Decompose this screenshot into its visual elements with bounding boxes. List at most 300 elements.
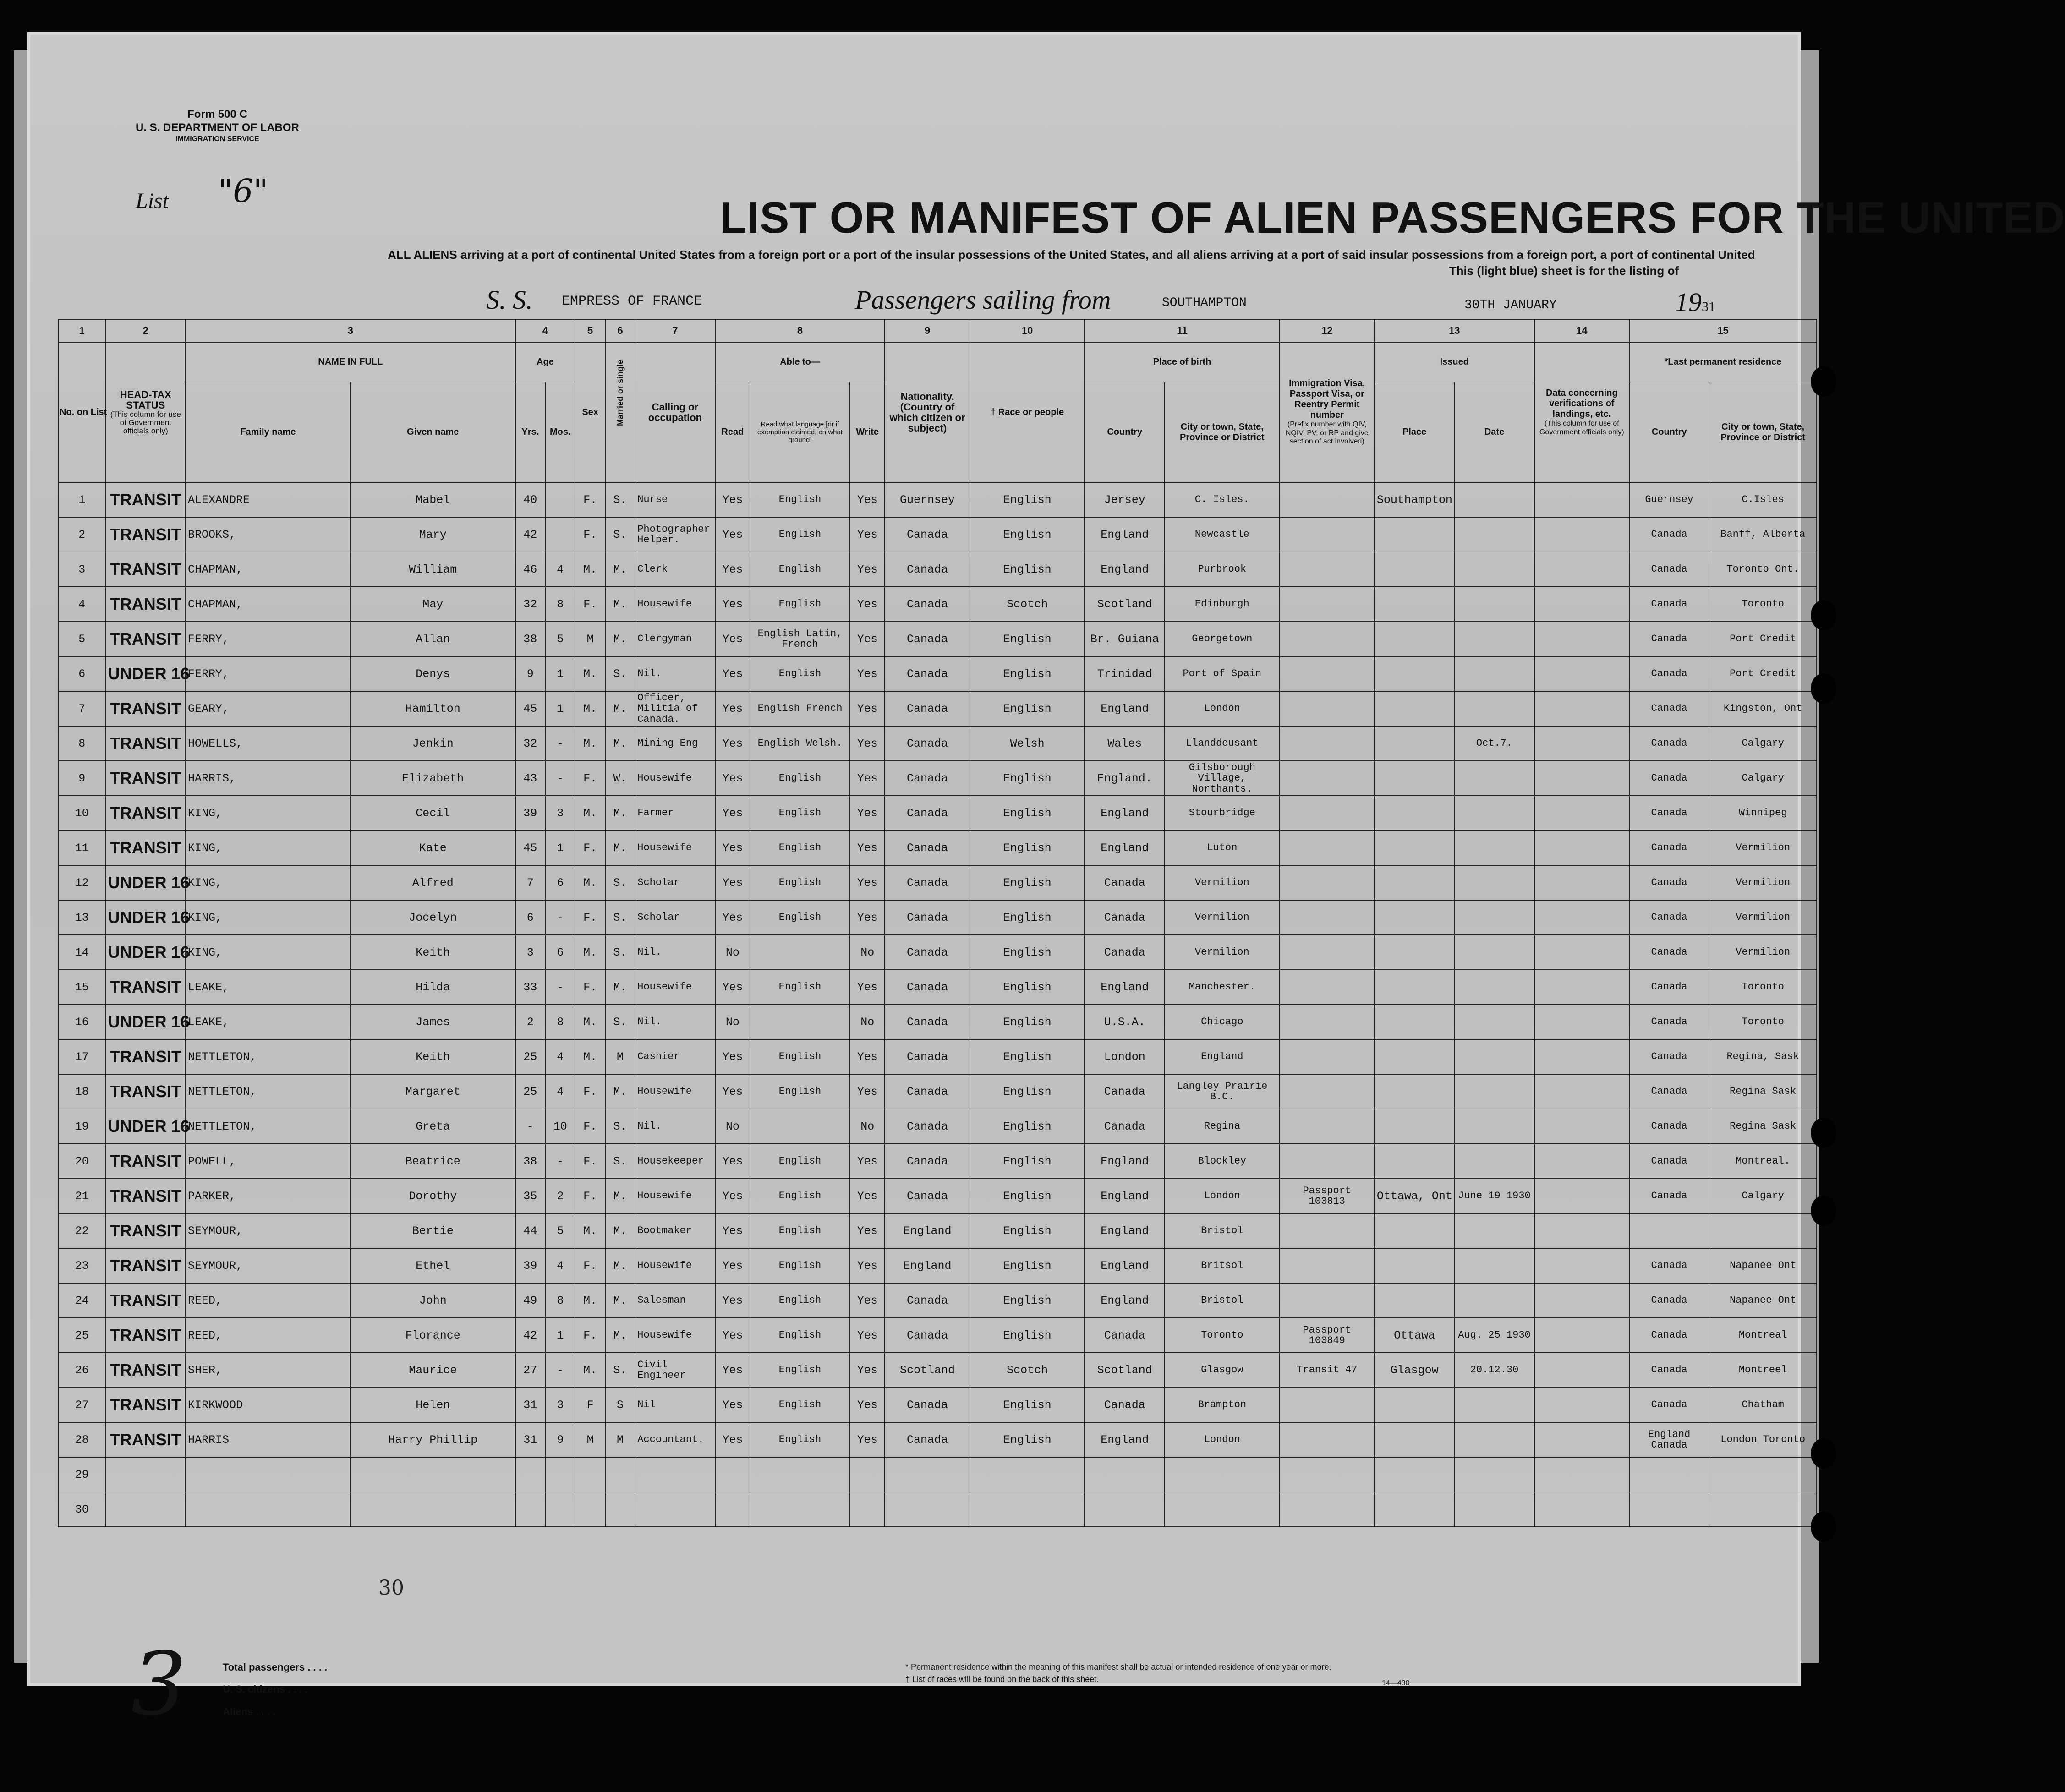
- table-row: [58, 587, 1817, 622]
- birth-country: England: [1085, 1213, 1164, 1248]
- visa-number: Passport 103849: [1280, 1318, 1375, 1353]
- visa-number: Passport 103813: [1280, 1179, 1375, 1213]
- residence-city: [1709, 1213, 1817, 1248]
- nationality: Canada: [885, 517, 970, 552]
- family-name: GEARY,: [186, 691, 351, 726]
- verification-data: [1534, 1109, 1629, 1144]
- head-tax-status: UNDER 16: [106, 656, 186, 691]
- can-read: Yes: [715, 726, 750, 761]
- can-write: Yes: [850, 726, 885, 761]
- col-able-to: Able to—: [715, 342, 885, 382]
- read-language: English: [750, 900, 850, 935]
- col-num-8: 8: [715, 319, 885, 342]
- can-read: Yes: [715, 622, 750, 656]
- birth-country: England: [1085, 970, 1164, 1005]
- marital-status: S.: [605, 517, 635, 552]
- age-years: 7: [515, 865, 545, 900]
- can-write: Yes: [850, 691, 885, 726]
- row-number: 27: [58, 1388, 106, 1422]
- row-number: 22: [58, 1213, 106, 1248]
- col-head-tax: [106, 342, 186, 482]
- us-citizens-label: U. S. citizens . . . .: [223, 1683, 307, 1695]
- col-num-6: 6: [605, 319, 635, 342]
- can-write: Yes: [850, 1248, 885, 1283]
- sex: F.: [575, 761, 605, 796]
- visa-number: [1280, 1388, 1375, 1422]
- read-language: [750, 1109, 850, 1144]
- issued-place: [1375, 1248, 1454, 1283]
- birth-country: [1085, 1457, 1164, 1492]
- head-tax-status: TRANSIT: [106, 1179, 186, 1213]
- family-name: POWELL,: [186, 1144, 351, 1179]
- given-name: Jenkin: [351, 726, 515, 761]
- residence-city: Vermilion: [1709, 935, 1817, 970]
- column-numbers-row: [58, 319, 1817, 342]
- residence-city: Regina, Sask: [1709, 1039, 1817, 1074]
- residence-country: Canada: [1629, 1039, 1709, 1074]
- residence-country: Canada: [1629, 1248, 1709, 1283]
- row-number: 8: [58, 726, 106, 761]
- age-months: -: [545, 726, 575, 761]
- read-language: English Welsh.: [750, 726, 850, 761]
- read-language: English Latin, French: [750, 622, 850, 656]
- birth-city: Brampton: [1165, 1388, 1280, 1422]
- row-number: 28: [58, 1422, 106, 1457]
- birth-country: Canada: [1085, 865, 1164, 900]
- birth-country: England: [1085, 1248, 1164, 1283]
- verification-data: [1534, 1039, 1629, 1074]
- visa-number: [1280, 1074, 1375, 1109]
- issued-date: June 19 1930: [1454, 1179, 1534, 1213]
- age-years: 38: [515, 622, 545, 656]
- marital-status: [605, 1457, 635, 1492]
- race: English: [970, 830, 1085, 865]
- issued-date: [1454, 587, 1534, 622]
- marital-status: M: [605, 1039, 635, 1074]
- issued-place: [1375, 935, 1454, 970]
- marital-status: M.: [605, 970, 635, 1005]
- issued-place: [1375, 1109, 1454, 1144]
- birth-city: London: [1165, 1422, 1280, 1457]
- can-read: Yes: [715, 1144, 750, 1179]
- birth-country: Canada: [1085, 900, 1164, 935]
- can-write: Yes: [850, 656, 885, 691]
- read-language: English: [750, 796, 850, 830]
- birth-city: Toronto: [1165, 1318, 1280, 1353]
- occupation: [635, 1492, 715, 1527]
- birth-city: Langley Prairie B.C.: [1165, 1074, 1280, 1109]
- marital-status: M.: [605, 1213, 635, 1248]
- issued-date: [1454, 1388, 1534, 1422]
- birth-country: Wales: [1085, 726, 1164, 761]
- can-read: Yes: [715, 1248, 750, 1283]
- race: English: [970, 1109, 1085, 1144]
- col-sex: Sex: [575, 342, 605, 482]
- birth-city: Manchester.: [1165, 970, 1280, 1005]
- marital-status: M: [605, 1422, 635, 1457]
- birth-city: Bristol: [1165, 1213, 1280, 1248]
- passenger-table: [58, 319, 1817, 1527]
- table-row: [58, 1388, 1817, 1422]
- page-title: LIST OR MANIFEST OF ALIEN PASSENGERS FOR THE UNITED: [720, 193, 2065, 242]
- read-language: English: [750, 552, 850, 587]
- issued-date: [1454, 970, 1534, 1005]
- residence-city: Banff, Alberta: [1709, 517, 1817, 552]
- can-write: Yes: [850, 900, 885, 935]
- age-years: [515, 1457, 545, 1492]
- given-name: Helen: [351, 1388, 515, 1422]
- age-years: 39: [515, 1248, 545, 1283]
- given-name: James: [351, 1005, 515, 1039]
- family-name: ALEXANDRE: [186, 482, 351, 517]
- visa-number: [1280, 552, 1375, 587]
- family-name: KING,: [186, 865, 351, 900]
- birth-country: Br. Guiana: [1085, 622, 1164, 656]
- family-name: SEYMOUR,: [186, 1213, 351, 1248]
- head-tax-status: TRANSIT: [106, 726, 186, 761]
- age-years: 38: [515, 1144, 545, 1179]
- table-row: [58, 935, 1817, 970]
- nationality: Canada: [885, 691, 970, 726]
- birth-city: Bristol: [1165, 1283, 1280, 1318]
- issued-place: [1375, 656, 1454, 691]
- family-name: BROOKS,: [186, 517, 351, 552]
- verification-data: [1534, 622, 1629, 656]
- age-years: -: [515, 1109, 545, 1144]
- birth-country: Scotland: [1085, 1353, 1164, 1388]
- visa-number: [1280, 1144, 1375, 1179]
- issued-date: [1454, 1109, 1534, 1144]
- marital-status: M.: [605, 1179, 635, 1213]
- given-name: William: [351, 552, 515, 587]
- verification-data: [1534, 935, 1629, 970]
- page-subtitle-2: This (light blue) sheet is for the listing of: [1449, 264, 1679, 278]
- visa-number: [1280, 796, 1375, 830]
- col-race: † Race or people: [970, 342, 1085, 482]
- can-write: Yes: [850, 830, 885, 865]
- table-row: [58, 1213, 1817, 1248]
- sex: M.: [575, 726, 605, 761]
- ship-name: EMPRESS OF FRANCE: [562, 294, 702, 309]
- residence-country: Canada: [1629, 726, 1709, 761]
- verification-data: [1534, 1492, 1629, 1527]
- row-number: 25: [58, 1318, 106, 1353]
- occupation: Housewife: [635, 1074, 715, 1109]
- age-months: -: [545, 970, 575, 1005]
- table-row: [58, 726, 1817, 761]
- birth-city: Gilsborough Village, Northants.: [1165, 761, 1280, 796]
- nationality: Canada: [885, 1422, 970, 1457]
- verification-data: [1534, 482, 1629, 517]
- manifest-sheet: [27, 32, 2065, 1735]
- birth-country: England: [1085, 1422, 1164, 1457]
- residence-city: Kingston, Ont: [1709, 691, 1817, 726]
- table-row: [58, 970, 1817, 1005]
- residence-city: Port Credit: [1709, 622, 1817, 656]
- can-read: Yes: [715, 1353, 750, 1388]
- occupation: Nil.: [635, 1005, 715, 1039]
- birth-country: England: [1085, 552, 1164, 587]
- sex: M.: [575, 691, 605, 726]
- family-name: SEYMOUR,: [186, 1248, 351, 1283]
- residence-city: Vermilion: [1709, 830, 1817, 865]
- given-name: Keith: [351, 935, 515, 970]
- marital-status: S.: [605, 900, 635, 935]
- col-calling: Calling or occupation: [635, 342, 715, 482]
- can-write: Yes: [850, 1283, 885, 1318]
- can-write: Yes: [850, 1388, 885, 1422]
- age-years: 43: [515, 761, 545, 796]
- data-concerning-note: (This column for use of Government officials only): [1539, 420, 1624, 436]
- occupation: Officer, Militia of Canada.: [635, 691, 715, 726]
- col-num-3: 3: [186, 319, 515, 342]
- nationality: Canada: [885, 656, 970, 691]
- occupation: Housewife: [635, 830, 715, 865]
- age-years: 35: [515, 1179, 545, 1213]
- family-name: HARRIS,: [186, 761, 351, 796]
- residence-country: Guernsey: [1629, 482, 1709, 517]
- row-number: 4: [58, 587, 106, 622]
- occupation: Scholar: [635, 900, 715, 935]
- issued-date: [1454, 1213, 1534, 1248]
- col-data-concerning: [1534, 342, 1629, 482]
- age-months: 1: [545, 830, 575, 865]
- residence-city: Vermilion: [1709, 865, 1817, 900]
- read-language: English: [750, 1353, 850, 1388]
- marital-status: M.: [605, 830, 635, 865]
- read-language: English: [750, 482, 850, 517]
- issued-date: [1454, 622, 1534, 656]
- birth-city: Vermilion: [1165, 900, 1280, 935]
- table-row: [58, 1492, 1817, 1527]
- head-tax-status: TRANSIT: [106, 970, 186, 1005]
- col-mos: Mos.: [545, 382, 575, 482]
- family-name: KING,: [186, 900, 351, 935]
- marital-status: M.: [605, 1283, 635, 1318]
- age-years: 44: [515, 1213, 545, 1248]
- row-number: 14: [58, 935, 106, 970]
- table-row: [58, 1457, 1817, 1492]
- table-row: [58, 900, 1817, 935]
- birth-city: Port of Spain: [1165, 656, 1280, 691]
- age-years: [515, 1492, 545, 1527]
- list-label: List: [136, 189, 169, 213]
- year-field: [1675, 287, 1715, 317]
- occupation: Housewife: [635, 761, 715, 796]
- issued-date: [1454, 830, 1534, 865]
- verification-data: [1534, 587, 1629, 622]
- birth-city: [1165, 1457, 1280, 1492]
- residence-city: Toronto: [1709, 970, 1817, 1005]
- issued-place: [1375, 900, 1454, 935]
- read-language: English: [750, 761, 850, 796]
- birth-country: London: [1085, 1039, 1164, 1074]
- visa-number: [1280, 970, 1375, 1005]
- read-language: English: [750, 1388, 850, 1422]
- head-tax-status: TRANSIT: [106, 1248, 186, 1283]
- residence-country: Canada: [1629, 1179, 1709, 1213]
- read-language: English: [750, 656, 850, 691]
- age-months: 5: [545, 1213, 575, 1248]
- birth-city: Llanddeusant: [1165, 726, 1280, 761]
- race: English: [970, 1005, 1085, 1039]
- col-write: Write: [850, 382, 885, 482]
- issued-date: [1454, 1074, 1534, 1109]
- age-years: 45: [515, 830, 545, 865]
- issued-place: [1375, 1492, 1454, 1527]
- sailing-label: Passengers sailing from: [855, 285, 1111, 315]
- occupation: Salesman: [635, 1283, 715, 1318]
- year-prefix: 19: [1675, 287, 1702, 317]
- given-name: Beatrice: [351, 1144, 515, 1179]
- head-tax-status: TRANSIT: [106, 830, 186, 865]
- table-row: [58, 1248, 1817, 1283]
- age-months: 8: [545, 1005, 575, 1039]
- birth-city: Newcastle: [1165, 517, 1280, 552]
- age-years: 40: [515, 482, 545, 517]
- nationality: Canada: [885, 1283, 970, 1318]
- verification-data: [1534, 1422, 1629, 1457]
- issued-place: [1375, 1005, 1454, 1039]
- given-name: Margaret: [351, 1074, 515, 1109]
- can-read: Yes: [715, 552, 750, 587]
- issued-date: [1454, 1005, 1534, 1039]
- race: English: [970, 1039, 1085, 1074]
- race: English: [970, 1248, 1085, 1283]
- race: Welsh: [970, 726, 1085, 761]
- can-write: Yes: [850, 482, 885, 517]
- issued-date: [1454, 796, 1534, 830]
- head-tax-status: TRANSIT: [106, 1213, 186, 1248]
- residence-city: Calgary: [1709, 726, 1817, 761]
- row-number: 19: [58, 1109, 106, 1144]
- can-read: Yes: [715, 587, 750, 622]
- table-row: [58, 796, 1817, 830]
- read-language: English: [750, 1283, 850, 1318]
- binder-hole: [1811, 600, 1836, 630]
- age-months: 9: [545, 1422, 575, 1457]
- can-write: Yes: [850, 1074, 885, 1109]
- table-row: [58, 830, 1817, 865]
- issued-date: [1454, 552, 1534, 587]
- head-tax-status: UNDER 16: [106, 1005, 186, 1039]
- col-num-1: 1: [58, 319, 106, 342]
- age-years: 6: [515, 900, 545, 935]
- col-res-city: City or town, State, Province or District: [1709, 382, 1817, 482]
- row-number: 1: [58, 482, 106, 517]
- race: English: [970, 1144, 1085, 1179]
- head-tax-status: TRANSIT: [106, 761, 186, 796]
- sex: F.: [575, 517, 605, 552]
- can-read: Yes: [715, 1213, 750, 1248]
- can-read: Yes: [715, 691, 750, 726]
- age-years: 2: [515, 1005, 545, 1039]
- head-tax-status: TRANSIT: [106, 587, 186, 622]
- nationality: Canada: [885, 796, 970, 830]
- age-months: 3: [545, 796, 575, 830]
- sex: M.: [575, 656, 605, 691]
- occupation: Accountant.: [635, 1422, 715, 1457]
- birth-city: England: [1165, 1039, 1280, 1074]
- head-tax-title: HEAD-TAX STATUS: [120, 389, 171, 411]
- read-language: English: [750, 587, 850, 622]
- verification-data: [1534, 1144, 1629, 1179]
- age-years: 25: [515, 1074, 545, 1109]
- col-num-7: 7: [635, 319, 715, 342]
- verification-data: [1534, 1005, 1629, 1039]
- occupation: Nil.: [635, 935, 715, 970]
- occupation: Bootmaker: [635, 1213, 715, 1248]
- head-tax-status: TRANSIT: [106, 1422, 186, 1457]
- read-language: English: [750, 1213, 850, 1248]
- row-number: 21: [58, 1179, 106, 1213]
- residence-country: Canada: [1629, 587, 1709, 622]
- can-read: Yes: [715, 865, 750, 900]
- col-visa: [1280, 342, 1375, 482]
- birth-country: Canada: [1085, 1074, 1164, 1109]
- row-number: 9: [58, 761, 106, 796]
- can-write: Yes: [850, 1318, 885, 1353]
- issued-place: [1375, 1388, 1454, 1422]
- issued-place: [1375, 1422, 1454, 1457]
- residence-country: [1629, 1213, 1709, 1248]
- issued-date: [1454, 1457, 1534, 1492]
- sex: M.: [575, 865, 605, 900]
- marital-status: S.: [605, 1109, 635, 1144]
- head-tax-status: TRANSIT: [106, 517, 186, 552]
- marital-status: S.: [605, 865, 635, 900]
- given-name: May: [351, 587, 515, 622]
- family-name: NETTLETON,: [186, 1039, 351, 1074]
- visa-number: [1280, 726, 1375, 761]
- occupation: Nil: [635, 1388, 715, 1422]
- race: English: [970, 552, 1085, 587]
- read-language: English: [750, 865, 850, 900]
- race: English: [970, 865, 1085, 900]
- nationality: Canada: [885, 900, 970, 935]
- can-write: Yes: [850, 761, 885, 796]
- head-tax-status: TRANSIT: [106, 691, 186, 726]
- can-read: No: [715, 935, 750, 970]
- given-name: Mabel: [351, 482, 515, 517]
- can-write: Yes: [850, 1179, 885, 1213]
- issued-date: [1454, 935, 1534, 970]
- birth-country: Canada: [1085, 935, 1164, 970]
- age-months: 1: [545, 1318, 575, 1353]
- birth-city: Stourbridge: [1165, 796, 1280, 830]
- nationality: [885, 1492, 970, 1527]
- year-suffix: 31: [1702, 299, 1715, 314]
- birth-country: Trinidad: [1085, 656, 1164, 691]
- sex: M.: [575, 796, 605, 830]
- nationality: Canada: [885, 970, 970, 1005]
- issued-place: [1375, 1213, 1454, 1248]
- family-name: KING,: [186, 830, 351, 865]
- family-name: SHER,: [186, 1353, 351, 1388]
- residence-city: Toronto Ont.: [1709, 552, 1817, 587]
- residence-city: Montreal: [1709, 1318, 1817, 1353]
- sex: F.: [575, 587, 605, 622]
- sex: F.: [575, 1109, 605, 1144]
- departure-date: 30TH JANUARY: [1464, 298, 1557, 312]
- issued-place: [1375, 517, 1454, 552]
- birth-city: Edinburgh: [1165, 587, 1280, 622]
- residence-city: Regina Sask: [1709, 1109, 1817, 1144]
- issued-date: [1454, 865, 1534, 900]
- age-years: 39: [515, 796, 545, 830]
- nationality: Canada: [885, 1388, 970, 1422]
- age-months: 5: [545, 622, 575, 656]
